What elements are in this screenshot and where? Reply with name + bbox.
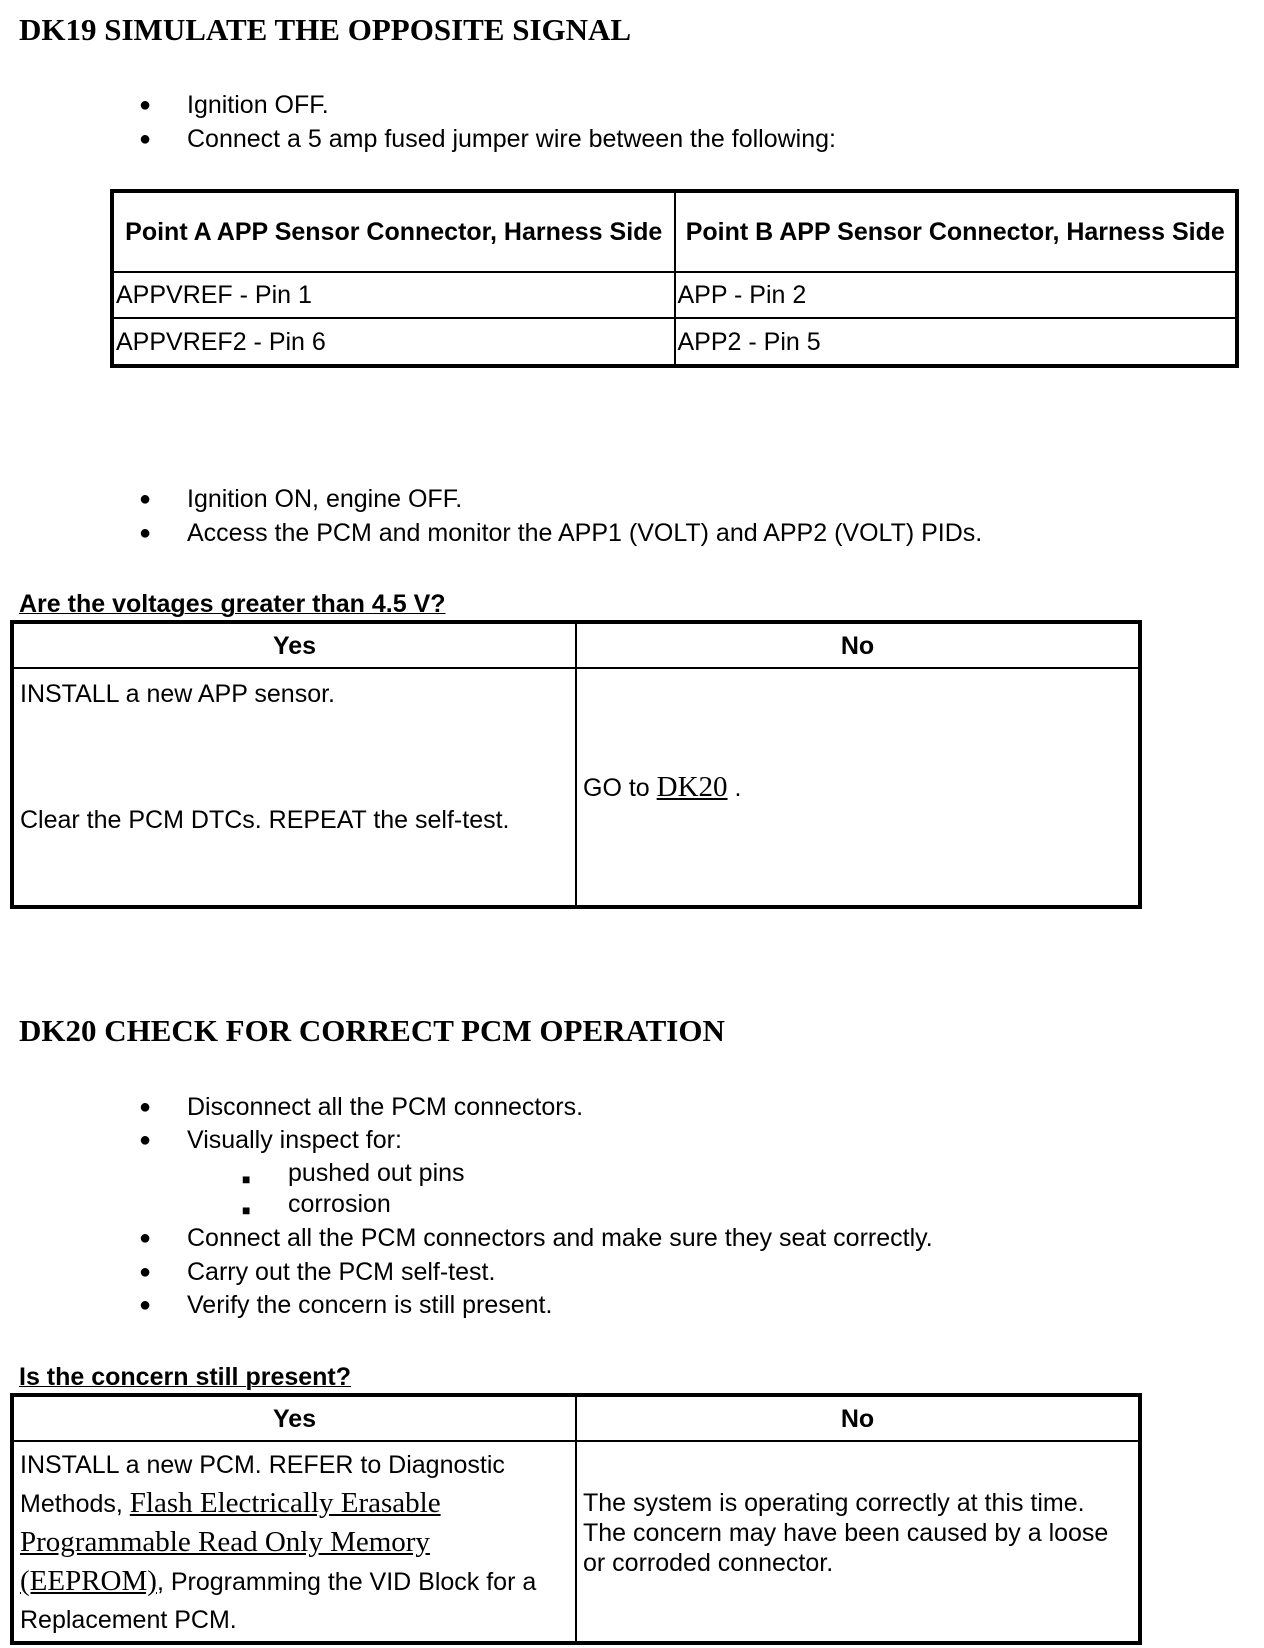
dk20-link[interactable]: DK20 [656,770,728,803]
yes-header: Yes [12,622,576,668]
bullet-icon: ● [139,1096,152,1118]
bullet-icon: ● [139,488,152,510]
table-cell: APPVREF2 - Pin 6 [112,318,675,366]
table-cell: APPVREF - Pin 1 [112,272,675,318]
list-item [139,1092,584,1122]
list-item [139,90,329,120]
bullet-icon: ● [139,522,152,544]
result-table [10,620,1142,909]
bullet-icon: ● [139,1294,152,1316]
no-text-suffix: . [727,773,742,802]
yes-text-suffix: , Programming the VID Block for a Replacement PCM. [20,1568,537,1634]
list-item [139,1125,402,1155]
dk19-title: DK19 SIMULATE THE OPPOSITE SIGNAL [19,12,632,47]
yes-text-1: INSTALL a new APP sensor. [20,680,335,708]
bullet-icon: ● [139,1261,152,1283]
no-header: No [576,1395,1140,1441]
table-row [112,272,1237,318]
step-text: Disconnect all the PCM connectors. [187,1093,584,1121]
list-item [139,1257,496,1287]
no-text: GO to [583,773,657,802]
table-cell: APP2 - Pin 5 [675,318,1238,366]
yes-cell [12,1441,576,1643]
no-cell: The system is operating correctly at this time. The concern may have been caused by a loose or corroded connector. [576,1441,1140,1643]
bullet-icon: ● [139,1129,152,1151]
yes-text-2: Clear the PCM DTCs. REPEAT the self-test. [20,806,510,834]
sub-list-item [242,1158,465,1188]
eeprom-link[interactable]: Flash Electrically Erasable Programmable Read Only Memory (EEPROM) [20,1487,441,1597]
step-text: Ignition ON, engine OFF. [187,485,463,513]
list-item [139,484,463,514]
list-item [139,518,983,548]
question-heading: Are the voltages greater than 4.5 V? [19,590,446,618]
bullet-icon: ● [139,94,152,116]
bullet-icon: ● [139,128,152,150]
yes-header: Yes [12,1395,576,1441]
square-bullet-icon: ■ [242,1202,251,1218]
step-text: Visually inspect for: [187,1126,402,1154]
table-row [12,668,1140,907]
table-row [112,318,1237,366]
step-text: corrosion [288,1190,391,1218]
table-header: Point A APP Sensor Connector, Harness Side [112,191,675,272]
list-item [139,124,836,154]
no-header: No [576,622,1140,668]
step-text: Connect all the PCM connectors and make sure they seat correctly. [187,1224,933,1252]
step-text: Ignition OFF. [187,91,329,119]
result-table [10,1393,1142,1645]
question-heading: Is the concern still present? [19,1363,352,1391]
step-text: Connect a 5 amp fused jumper wire between the following: [187,125,836,153]
bullet-icon: ● [139,1227,152,1249]
no-cell [576,668,1140,907]
list-item [139,1290,553,1320]
table-header: Point B APP Sensor Connector, Harness Side [675,191,1238,272]
yes-text: INSTALL a new PCM. REFER to Diagnostic Methods, [20,1451,505,1518]
step-text: Verify the concern is still present. [187,1291,553,1319]
jumper-table [110,189,1239,368]
step-text: pushed out pins [288,1159,465,1187]
table-cell: APP - Pin 2 [675,272,1238,318]
table-row [12,1441,1140,1643]
square-bullet-icon: ■ [242,1171,251,1187]
step-text: Access the PCM and monitor the APP1 (VOLT) and APP2 (VOLT) PIDs. [187,519,983,547]
step-text: Carry out the PCM self-test. [187,1258,496,1286]
yes-cell [12,668,576,907]
list-item [139,1223,933,1253]
dk20-title: DK20 CHECK FOR CORRECT PCM OPERATION [19,1013,725,1048]
sub-list-item [242,1189,391,1219]
